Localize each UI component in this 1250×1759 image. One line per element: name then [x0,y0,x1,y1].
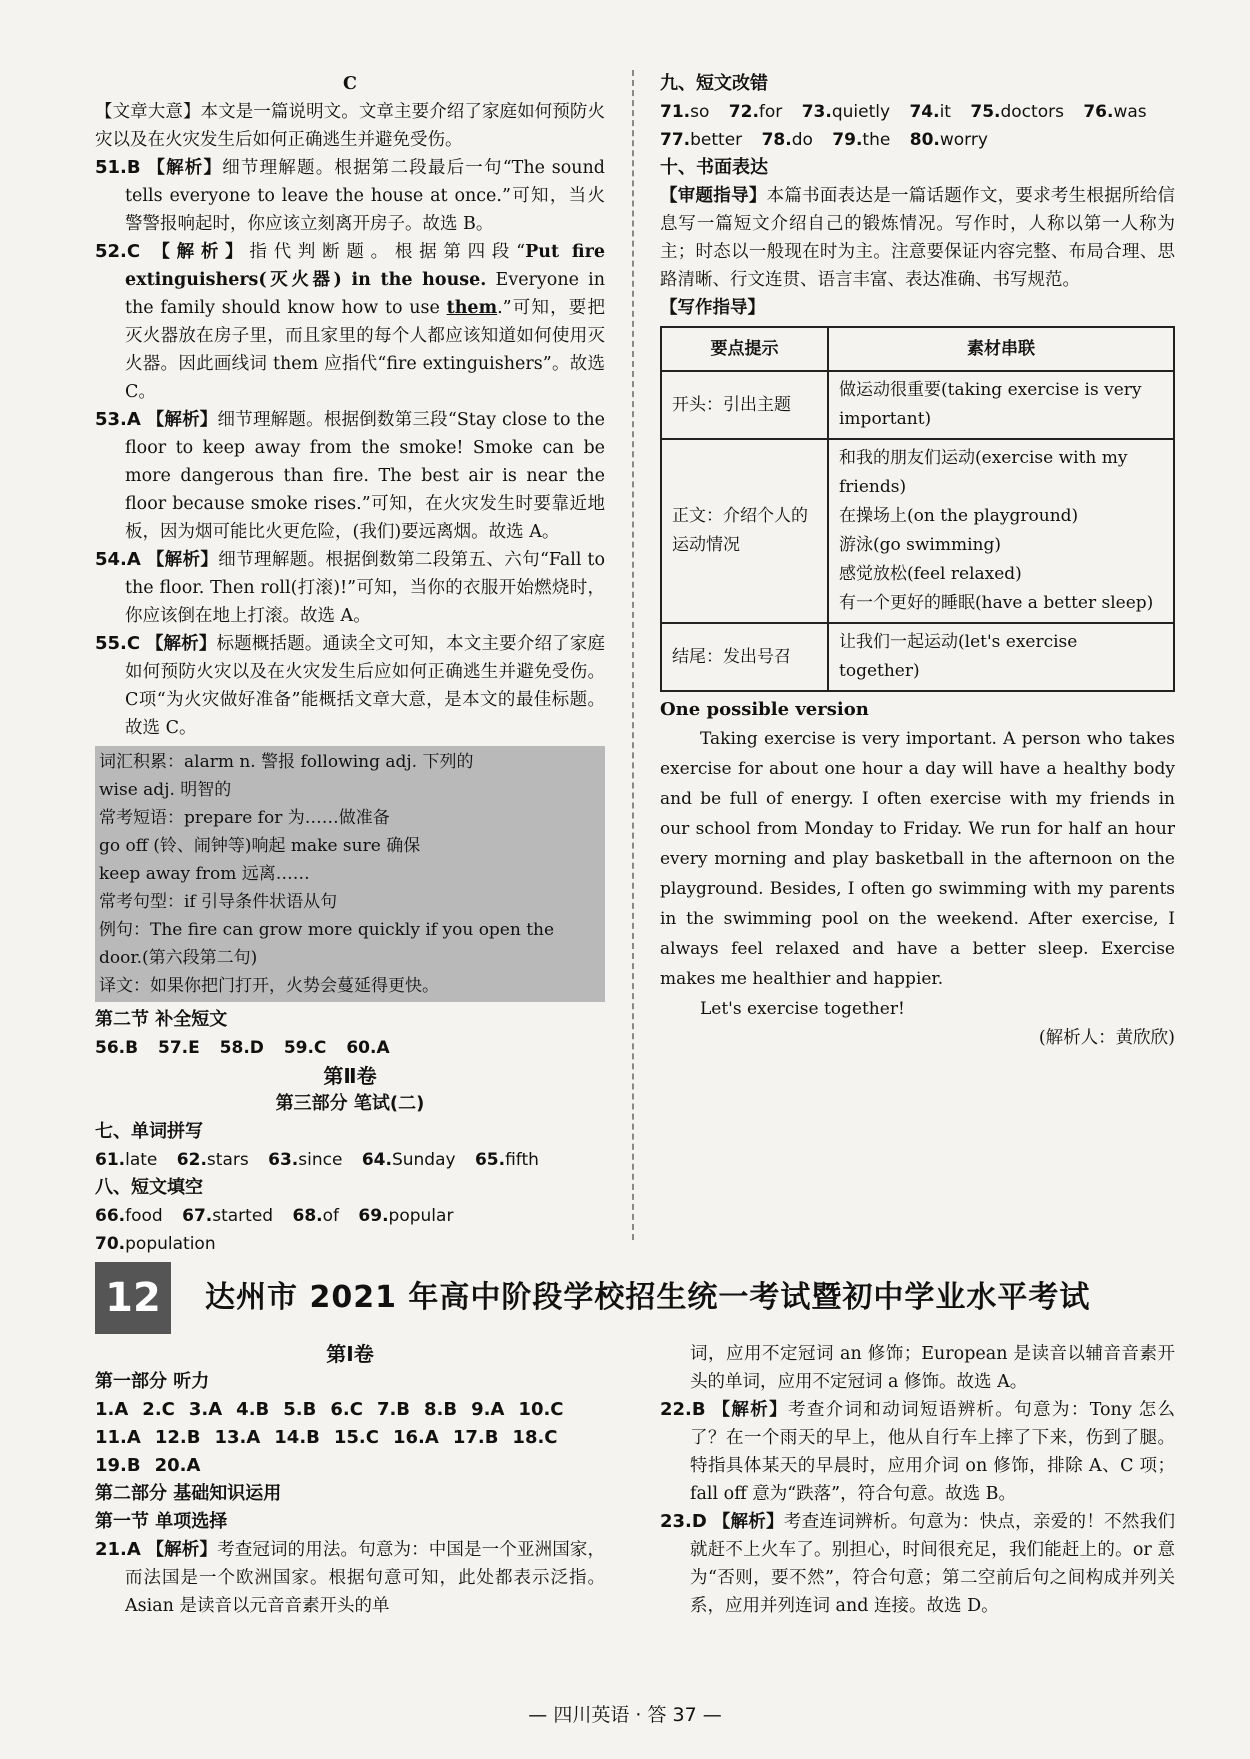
listening-answers-row1: 1.A 2.C 3.A 4.B 5.B 6.C 7.B 8.B 9.A 10.C [95,1399,564,1420]
answer-51: 51.B 【解析】细节理解题。根据第二段最后一句“The sound tells everyone to leave the house at once.”可知，当火警警报响起时，你应该立刻离开房子。故选 B。 [95,157,605,234]
sample-essay [660,724,1175,1024]
answer-55: 55.C 【解析】标题概括题。通读全文可知，本文主要介绍了家庭如何预防火灾以及在火灾发生后应如何正确逃生并避免受伤。C项“为火灾做好准备”能概括文章大意，是本文的最佳标题。故选 C。 [95,633,605,738]
part-2-heading: 第二部分 基础知识运用 [95,1483,282,1504]
vocab-line: 例句：The fire can grow more quickly if you open the door.(第六段第二句) [99,920,555,968]
writing-guide-tag: 【写作指导】 [660,298,765,318]
answer-72: 72.for [728,102,783,122]
answer-73: 73.quietly [801,102,891,122]
answer-62: 62.stars [176,1150,249,1170]
answer-63: 63.since [268,1150,343,1170]
answer-21-continued: 词，应用不定冠词 an 修饰；European 是读音以辅音音素开头的单词，应用不定冠词 a 修饰。故选 A。 [690,1344,1175,1392]
answer-71: 71.so [660,102,710,122]
volume-1-heading: 第Ⅰ卷 [326,1342,374,1366]
table-cell-value: 做运动很重要(taking exercise is very important) [828,371,1174,439]
answer-61: 61.late [95,1150,158,1170]
vocab-line: 词汇积累：alarm n. 警报 following adj. 下列的 [99,752,474,772]
section-2-answers [95,1034,605,1062]
part-1-heading: 第一部分 听力 [95,1371,210,1392]
section-7-heading: 七、单词拼写 [95,1121,203,1142]
answer-68: 68.of [292,1206,340,1226]
page-footer: — 四川英语 · 答 37 — [528,1704,722,1726]
vocab-line: go off (铃、闹钟等)响起 make sure 确保 [99,836,421,856]
right-column-bottom [660,1340,1175,1620]
table-cell-key: 开头：引出主题 [661,371,828,439]
section-9-answers-row2 [660,126,1175,154]
section-2-heading: 第二节 补全短文 [95,1009,228,1030]
table-cell-value: 和我的朋友们运动(exercise with my friends) 在操场上(on the playground) 游泳(go swimming) 感觉放松(feel relaxed) 有一个更好的睡眠(have a better sleep) [828,439,1174,623]
part-3-heading: 第三部分 笔试(二) [275,1093,425,1114]
table-header-points: 要点提示 [661,327,828,371]
vocab-line: keep away from 远离…… [99,864,310,884]
left-column-top [95,70,605,1258]
vocab-line: 译文：如果你把门打开，火势会蔓延得更快。 [99,976,439,996]
answer-69: 69.popular [358,1206,454,1226]
article-summary: 【文章大意】本文是一篇说明文。文章主要介绍了家庭如何预防火灾以及在火灾发生后如何正确逃生并避免受伤。 [95,102,605,150]
listening-answers-row3: 19.B 20.A [95,1455,201,1476]
section-8-answers [95,1202,605,1258]
section-10-heading: 十、书面表达 [660,157,768,178]
answer-67: 67.started [182,1206,274,1226]
exam-banner [95,1262,1175,1334]
answer-77: 77.better [660,130,743,150]
left-column-bottom [95,1340,605,1620]
writing-guide-table [660,326,1175,692]
exam-number-badge: 12 [95,1262,171,1334]
column-divider [632,70,634,1240]
vocabulary-box [95,746,605,1002]
answer-56: 56.B [95,1038,139,1058]
answer-53: 53.A 【解析】细节理解题。根据倒数第三段“Stay close to the floor to keep away from the smoke! Smoke can be more dangerous than fire. The best air is near the floor because smoke rises.”可知，在火灾发生时要靠近地板，因为烟可能比火更危险，(我们)要远离烟。故选 A。 [95,409,606,542]
answer-52: 52.C 【解析】指代判断题。根据第四段“Put fire extinguishers(灭火器) in the house. Everyone in the family should know how to use them.”可知，要把灭火器放在房子里，而且家里的每个人都应该知道如何使用灭火器。因此画线词 them 应指代“fire extinguishers”。故选 C。 [95,241,605,402]
table-row [661,439,1174,623]
table-row [661,623,1174,691]
answer-80: 80.worry [909,130,988,150]
table-cell-key: 结尾：发出号召 [661,623,828,691]
answer-74: 74.it [909,102,951,122]
table-header-row [661,327,1174,371]
review-guide: 【审题指导】本篇书面表达是一篇话题作文，要求考生根据所给信息写一篇短文介绍自己的锻炼情况。写作时，人称以第一人称为主；时态以一般现在时为主。注意要保证内容完整、布局合理、思路清晰、行文连贯、语言丰富、表达准确、书写规范。 [660,186,1176,290]
section-8-heading: 八、短文填空 [95,1177,203,1198]
section-c-heading: C [343,74,357,94]
answer-70: 70.population [95,1234,216,1254]
essay-title: One possible version [660,699,869,720]
answer-54: 54.A 【解析】细节理解题。根据倒数第二段第五、六句“Fall to the floor. Then roll(打滚)!”可知，当你的衣服开始燃烧时，你应该倒在地上打滚。故选 A。 [95,549,605,626]
listening-answers-row2: 11.A 12.B 13.A 14.B 15.C 16.A 17.B 18.C [95,1427,558,1448]
table-cell-value: 让我们一起运动(let's exercise together) [828,623,1174,691]
section-1-heading: 第一节 单项选择 [95,1511,228,1532]
exam-title: 达州市 2021 年高中阶段学校招生统一考试暨初中学业水平考试 [205,1280,1091,1315]
answer-57: 57.E [158,1038,200,1058]
section-7-answers [95,1146,605,1174]
essay-paragraph: Taking exercise is very important. A person who takes exercise for about one hour a day will have a healthy body and be full of energy. I often exercise with my friends in our school from Monday to Friday. We run for half an hour every morning and play basketball in the afternoon on the playground. Besides, I often go swimming with my parents in the swimming pool on the weekend. After exercise, I always feel relaxed and have a better sleep. Exercise makes me healthier and happier. [660,729,1175,989]
answer-65: 65.fifth [474,1150,539,1170]
vocab-line: wise adj. 明智的 [99,780,232,800]
volume-2-heading: 第Ⅱ卷 [323,1064,377,1088]
answer-79: 79.the [832,130,891,150]
answer-60: 60.A [346,1038,390,1058]
section-9-heading: 九、短文改错 [660,73,768,94]
table-row [661,371,1174,439]
analyst-signature: (解析人：黄欣欣) [1038,1028,1175,1048]
answer-76: 76.was [1083,102,1147,122]
answer-23: 23.D 【解析】考查连词辨析。句意为：快点，亲爱的！不然我们就赶不上火车了。别担心，时间很充足，我们能赶上的。or 意为“否则，要不然”，符合句意；第二空前后句之间构成并列关系，应用并列连词 and 连接。故选 D。 [660,1511,1175,1616]
answer-22: 22.B 【解析】考查介词和动词短语辨析。句意为：Tony 怎么了？在一个雨天的早上，他从自行车上摔了下来，伤到了腿。特指具体某天的早晨时，应用介词 on 修饰，排除 A、C 项；fall off 意为“跌落”，符合句意。故选 B。 [660,1399,1175,1504]
vocab-line: 常考短语：prepare for 为……做准备 [99,808,390,828]
right-column-top [660,70,1175,1052]
answer-78: 78.do [761,130,813,150]
answer-58: 58.D [219,1038,264,1058]
answer-59: 59.C [283,1038,327,1058]
answer-75: 75.doctors [970,102,1064,122]
section-9-answers-row1 [660,98,1175,126]
answer-21: 21.A 【解析】考查冠词的用法。句意为：中国是一个亚洲国家，而法国是一个欧洲国家。根据句意可知，此处都表示泛指。Asian 是读音以元音音素开头的单 [95,1539,605,1616]
answer-64: 64.Sunday [361,1150,456,1170]
answer-66: 66.food [95,1206,163,1226]
essay-paragraph: Let's exercise together! [700,999,905,1019]
table-cell-key: 正文：介绍个人的运动情况 [661,439,828,623]
vocab-line: 常考句型：if 引导条件状语从句 [99,892,338,912]
table-header-materials: 素材串联 [828,327,1174,371]
